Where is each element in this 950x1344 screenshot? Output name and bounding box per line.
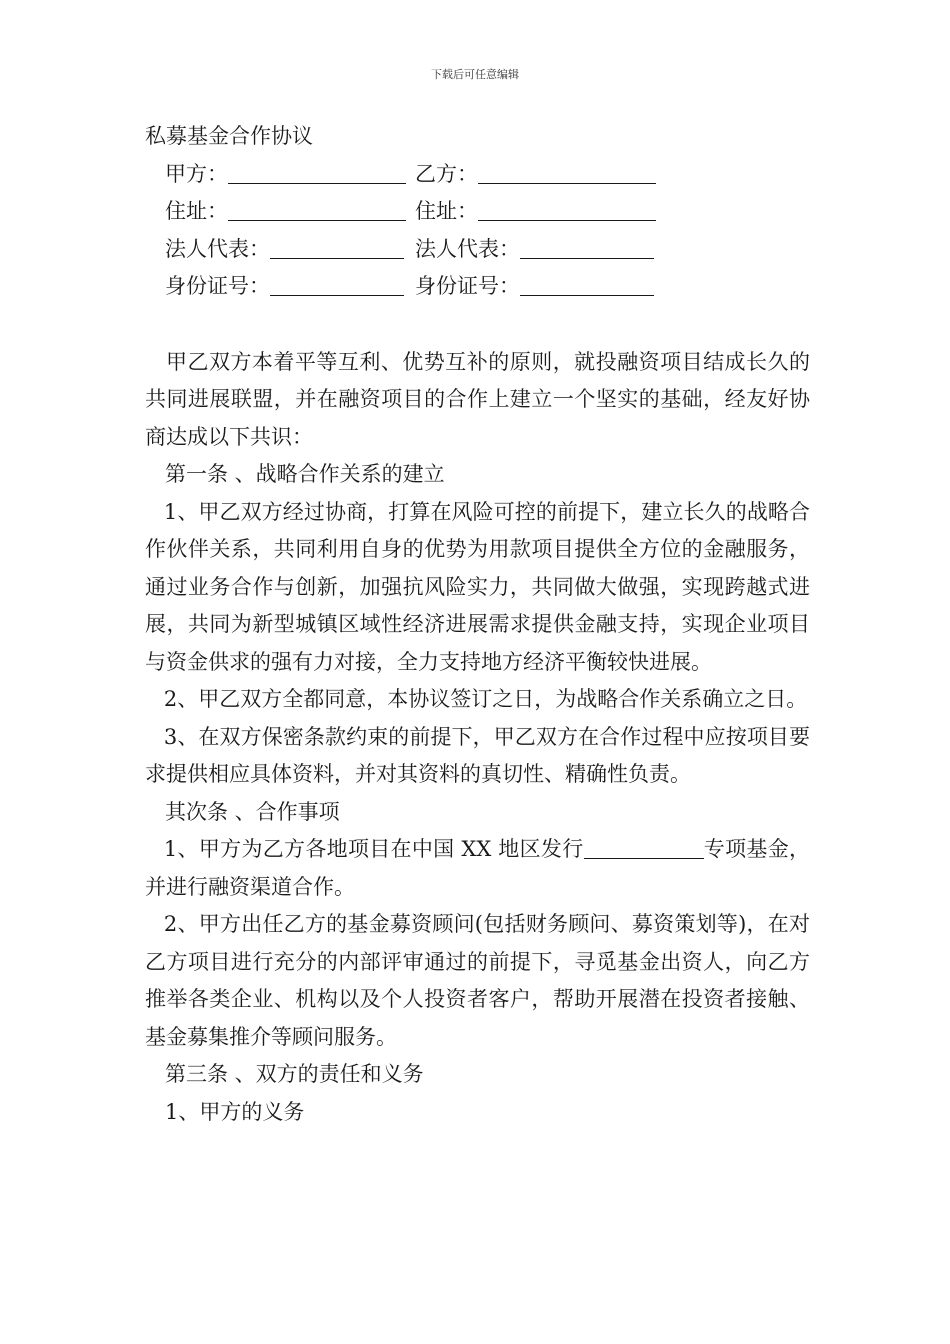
- page-header-note: 下载后可任意编辑: [431, 68, 519, 81]
- party-b-label: 乙方：: [415, 161, 478, 186]
- article-3-title: 第三条 、双方的责任和义务: [165, 1062, 424, 1086]
- party-b-address-blank: [478, 198, 656, 221]
- article-1-clause-1: 1、甲乙双方经过协商，打算在风险可控的前提下，建立长久的战略合作伙伴关系，共同利用自身的优势为用款项目提供全方位的金融服务，通过业务合作与创新，加强抗风险实力，共同做大做强，实现跨越式进展，共同为新型城镇区域性经济进展需求提供金融支持，实现企业项目与资金供求的强有力对接，全力支持地方经济平衡较快进展。: [145, 499, 810, 674]
- article-2-title: 其次条 、合作事项: [165, 799, 340, 824]
- article-1-clause-2: 2、甲乙双方全都同意，本协议签订之日，为战略合作关系确立之日。: [163, 687, 808, 711]
- intro-paragraph: 甲乙双方本着平等互利、优势互补的原则，就投融资项目结成长久的共同进展联盟，并在融资项目的合作上建立一个坚实的基础，经友好协商达成以下共识：: [145, 349, 810, 449]
- party-b-id-label: 身份证号：: [415, 274, 520, 298]
- document-title: 私募基金合作协议: [145, 124, 313, 148]
- party-a-legal-rep-blank: [270, 236, 404, 259]
- article-2-clause-1: [145, 831, 810, 906]
- article-2-clause-1-text-b: 专项基金，并进行融资渠道合作。: [145, 837, 810, 899]
- party-b-legal-rep-label: 法人代表：: [415, 236, 520, 261]
- party-a-label: 甲方：: [165, 161, 228, 186]
- party-a-id-blank: [270, 273, 404, 296]
- party-b-blank: [478, 161, 656, 184]
- contract-document: [145, 118, 810, 1131]
- party-a-address-blank: [228, 198, 406, 221]
- article-1-clause-3: 3、在双方保密条款约束的前提下，甲乙双方在合作过程中应按项目要求提供相应具体资料，并对其资料的真切性、精确性负责。: [145, 724, 810, 786]
- article-1-title: 第一条 、战略合作关系的建立: [165, 462, 445, 486]
- article-3-clause-1: 1、甲方的义务: [165, 1099, 305, 1124]
- fund-name-blank: [584, 836, 704, 859]
- party-b-address-label: 住址：: [415, 199, 478, 223]
- party-row-address: [145, 193, 810, 231]
- party-row-legal-rep: [145, 231, 810, 269]
- party-a-id-label: 身份证号：: [165, 274, 270, 298]
- party-b-id-blank: [520, 273, 654, 296]
- party-row-id: [145, 268, 810, 306]
- party-b-legal-rep-blank: [520, 236, 654, 259]
- party-row-name: [145, 156, 810, 194]
- article-2-clause-2: 2、甲方出任乙方的基金募资顾问(包括财务顾问、募资策划等)，在对乙方项目进行充分的内部评审通过的前提下，寻觅基金出资人，向乙方推举各类企业、机构以及个人投资者客户，帮助开展潜在投资者接触、基金募集推介等顾问服务。: [145, 912, 810, 1049]
- article-2-clause-1-text-a: 1、甲方为乙方各地项目在中国 XX 地区发行: [163, 837, 584, 861]
- party-a-blank: [228, 161, 406, 184]
- party-a-address-label: 住址：: [165, 199, 228, 223]
- party-a-legal-rep-label: 法人代表：: [165, 236, 270, 261]
